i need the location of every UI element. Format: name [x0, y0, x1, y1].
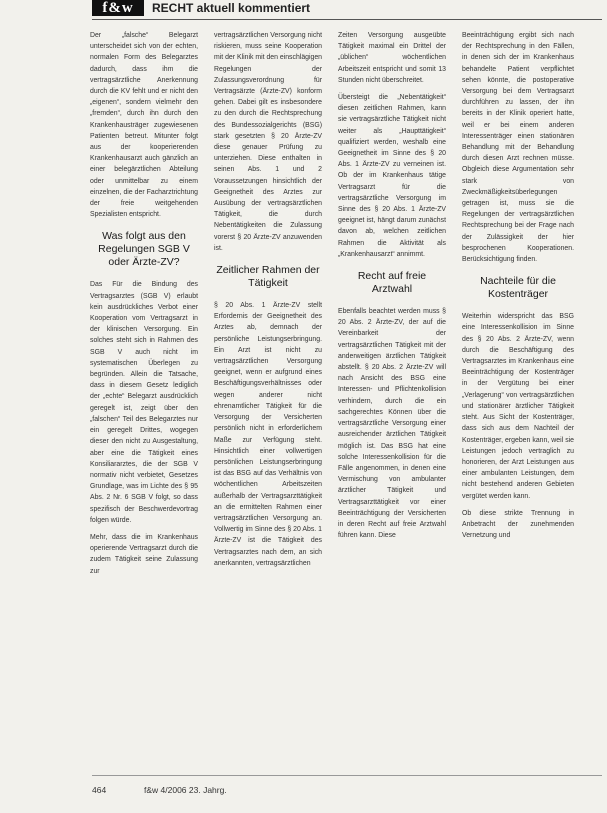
- text-column-1: [90, 30, 198, 765]
- paragraph: Der „falsche“ Belegarzt unterscheidet sich von der echten, normalen Form des Belegarztes dadurch, dass ihm die vertragsärztliche Anerkennung durch die KV fehlt und er nicht den „eigenen“, sondern vielmehr den „fremden“, durch ihn durch den Krankenhausträger zugewiesenen Patienten betreut. Mitunter folgt aus der kooperierenden Krankenhausarzt auch gänzlich an einer belegärztlichen Abteilung oder unmittelbar zu einem einzelnen, die der Facharztrichtung der freie weitgehenden Spezialisten entspricht.: [90, 32, 198, 219]
- paragraph: Ob diese strikte Trennung in Anbetracht der zunehmenden Vernetzung und: [462, 509, 574, 540]
- paragraph: Ebenfalls beachtet werden muss § 20 Abs. 2 Ärzte-ZV, der auf die Vereinbarkeit der vertragsärztlichen Tätigkeit mit der anderweitigen ärztlichen Tätigkeit abstellt. § 20 Abs. 2 Ärzte-ZV will nach Ansicht des BSG eine Interessen- und Pflichtenkollision verhindern, durch die ein sachgerechtes Können über die vertragsärztliche Versorgung einer ausreichender ärztlichen Tätigkeit möglich ist. Das BSG hat eine solche Interessenkollision für die Fälle angenommen, in denen eine Vermischung von ambulanter ärztlicher Tätigkeit und Vertragsarzttätigkeit vor einer Beeinträchtigung der Versicherten in deren Recht auf freie Arztwahl führen kann. Diese: [338, 308, 446, 540]
- subheading: Zeitlicher Rahmen der Tätigkeit: [216, 264, 320, 290]
- journal-issue: f&w 4/2006 23. Jahrg.: [144, 785, 227, 795]
- footer-divider: [92, 775, 602, 776]
- page-number: 464: [92, 785, 107, 795]
- paragraph: Mehr, dass die im Krankenhaus operierende Vertragsarzt durch die zudem Tätigkeit seine Zulassung zur: [90, 533, 198, 575]
- paragraph: Zeiten Versorgung ausgeübte Tätigkeit maximal ein Drittel der „üblichen“ wöchentlichen Arbeitszeit entspricht und somit 13 Stunden nicht überschreitet.: [338, 32, 446, 84]
- paragraph: Beeinträchtigung ergibt sich nach der Rechtsprechung in den Fällen, in denen sich der im Krankenhaus behandelte Patient verpflichtet sehen könnte, die postoperative Versorgung bei dem Vertragsarzt durchführen zu lassen, der ihn bereits in der Klinik operiert hatte, weil er bei einem anderen Interessenträger einen stationären Behandlung mit der Behandlung durch diesen Arzt rechnen müsse. Obgleich diese Argumentation sehr stark von Zweckmäßigkeitsüberlegungen getragen ist, muss sie die Regelungen der vertragsärztlichen Rechtsprechung bei der Frage nach der Zulässigkeit der hier besprochenen Kooperationen. Berücksichtigung finden.: [462, 32, 574, 264]
- text-column-4: [462, 30, 574, 765]
- paragraph: Weiterhin widerspricht das BSG eine Interessenkollision im Sinne des § 20 Abs. 2 Ärzte-ZV, wenn durch die Beschäftigung des Vertragsarztes im Krankenhaus eine Beeinträchtigung der Kostenträger in der Vergütung bei einer „Verlagerung“ von vertragsärztlichen und stationärer ärztlicher Tätigkeit steht. Aus Sicht der Kostenträger, dass sich aus dem Nachteil der Kostenträger, ergeben kann, weil sie Leistungen jedoch vertraglich zu honorieren, der Arzt Leistungen aus einer ambulanten Leistungen, dem nicht bestehend anderen Gebieten vergütet werden kann.: [462, 313, 574, 500]
- text-column-2: [214, 30, 322, 765]
- paragraph: Übersteigt die „Nebentätigkeit“ diesen zeitlichen Rahmen, kann sie vertragsärztliche Tätigkeit nicht weiter als „Haupttätigkeit“ qualifiziert werden, weshalb eine Geeignetheit im Sinne des § 20 Abs. 1 Ärzte-ZV zu verneinen ist. Ob der im Krankenhaus tätige Vertragsarzt für die vertragsärztliche Versorgung im Sinne des § 20 Abs. 1 Ärzte-ZV geeignet ist, hängt darum zunächst davon ab, welchen zeitlichen Rahmen die Aktivität als „Krankenhausarzt“ annimmt.: [338, 94, 446, 258]
- paragraph: Das Für die Bindung des Vertragsarztes (SGB V) erlaubt kein ausdrückliches Verbot einer Kooperation vom Vertragsarzt in der klinischen Versorgung. Ein solches steht sich in Rahmen des SGB V auch nicht im systematischen Überlegen zu begründen. Allein die Tatsache, dass in diesem Gesetz lediglich der „echte“ Belegarzt ausdrücklich geregelt ist, zeigt über den „falschen“ Teil des Belegarztes nur ein geregelt Drittes, wogegen dieser den nicht zu Ausgestaltung, aber eine die Tätigkeit eines Konsiliararztes, die der SGB V normativ nicht verbietet, Gesetzes Grundlage, was im Lichte des § 95 Abs. 2 Nr. 6 SGB V folgt, so dass spezifisch der Beschwerdevortrag folgen würde.: [90, 281, 198, 524]
- journal-logo: f&w: [92, 0, 144, 16]
- section-title: RECHT aktuell kommentiert: [152, 1, 311, 15]
- subheading: Was folgt aus den Regelungen SGB V oder Ärzte-ZV?: [98, 230, 190, 269]
- subheading: Nachteile für die Kostenträger: [480, 275, 556, 301]
- text-column-3: [338, 30, 446, 765]
- header-divider: [92, 19, 602, 20]
- paragraph: vertragsärztlichen Versorgung nicht riskieren, muss seine Kooperation mit der Klinik mit den einschlägigen Regelungen der Zulassungsverordnung für Vertragsärzte (Ärzte-ZV) konform gehen. Dabei gilt es insbesondere zu den durch die Rechtsprechung des Bundessozialgerichts (BSG) stark gesetzten § 20 Ärzte-ZV diese genauer Prüfung zu unterziehen. Diese enthalten in seinen Abs. 1 und 2 Voraussetzungen hinsichtlich der Geeignetheit des Arztes zur Ausübung der vertragsärztlichen Tätigkeit, die durch Nebentätigkeiten die Zulassung vorerst § 20 Ärzte-ZV anzuwenden ist.: [214, 32, 322, 252]
- paragraph: § 20 Abs. 1 Ärzte-ZV stellt Erfordernis der Geeignetheit des Arztes ab, demnach der persönliche Leistungserbringung. Ein Arzt ist nicht zu vertragsärztlichen Versorgung geeignet, wenn er aufgrund eines Beschäftigungsverhältnisses oder wegen anderer nicht ehrenamtlicher Tätigkeit für die Versorgung der Versicherten persönlich nicht in erforderlichem Maße zur Verfügung steht. Hinsichtlich einer vollwertigen persönlichen Leistungserbringung ist das BSG auf das Verhältnis von wöchentlichen Arbeitszeiten außerhalb der Vertragsarzttätigkeit an die ermittelten Rahmen einer vertragsärztlichen Versorgung an. Vollwertig im Sinne des § 20 Abs. 1 Ärzte-ZV ist die Tätigkeit des Vertragsarztes nach dem, an sich anerkannten, vertragsärztlichen: [214, 302, 322, 567]
- subheading: Recht auf freie Arztwahl: [357, 270, 427, 296]
